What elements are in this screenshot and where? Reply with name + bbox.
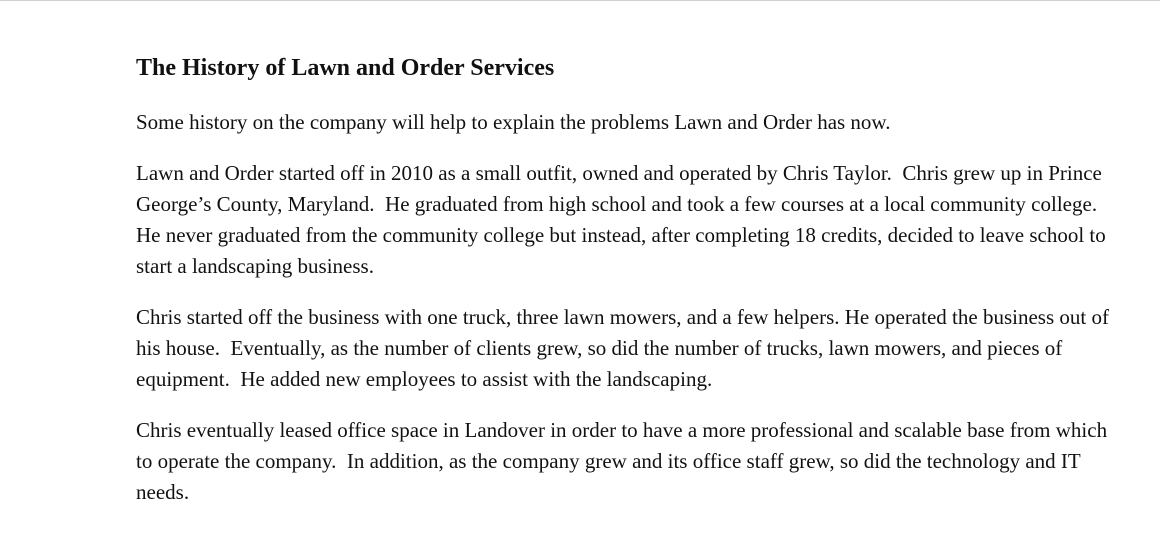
paragraph-growth: Chris started off the business with one truck, three lawn mowers, and a few helpers. He operated the business out of his house. Eventually, as the number of clients grew, so did the number of trucks, lawn mowers, and pieces of equipment. He added new employees to assist with the landscaping. [136,305,1115,391]
paragraph-intro: Some history on the company will help to explain the problems Lawn and Order has now. [136,110,891,134]
section-heading: The History of Lawn and Order Services [136,55,555,81]
paragraph-origins: Lawn and Order started off in 2010 as a small outfit, owned and operated by Chris Taylor. Chris grew up in Prince George’s County, Maryland. He graduated from high school and took a few courses at a local community college. He never graduated from the community college but instead, after completing 18 credits, decided to leave school to start a landscaping business. [136,161,1112,278]
document-body [136,53,1126,528]
paragraph-office: Chris eventually leased office space in Landover in order to have a more professional and scalable base from which to operate the company. In addition, as the company grew and its office staff grew, so did the technology and IT needs. [136,418,1113,504]
